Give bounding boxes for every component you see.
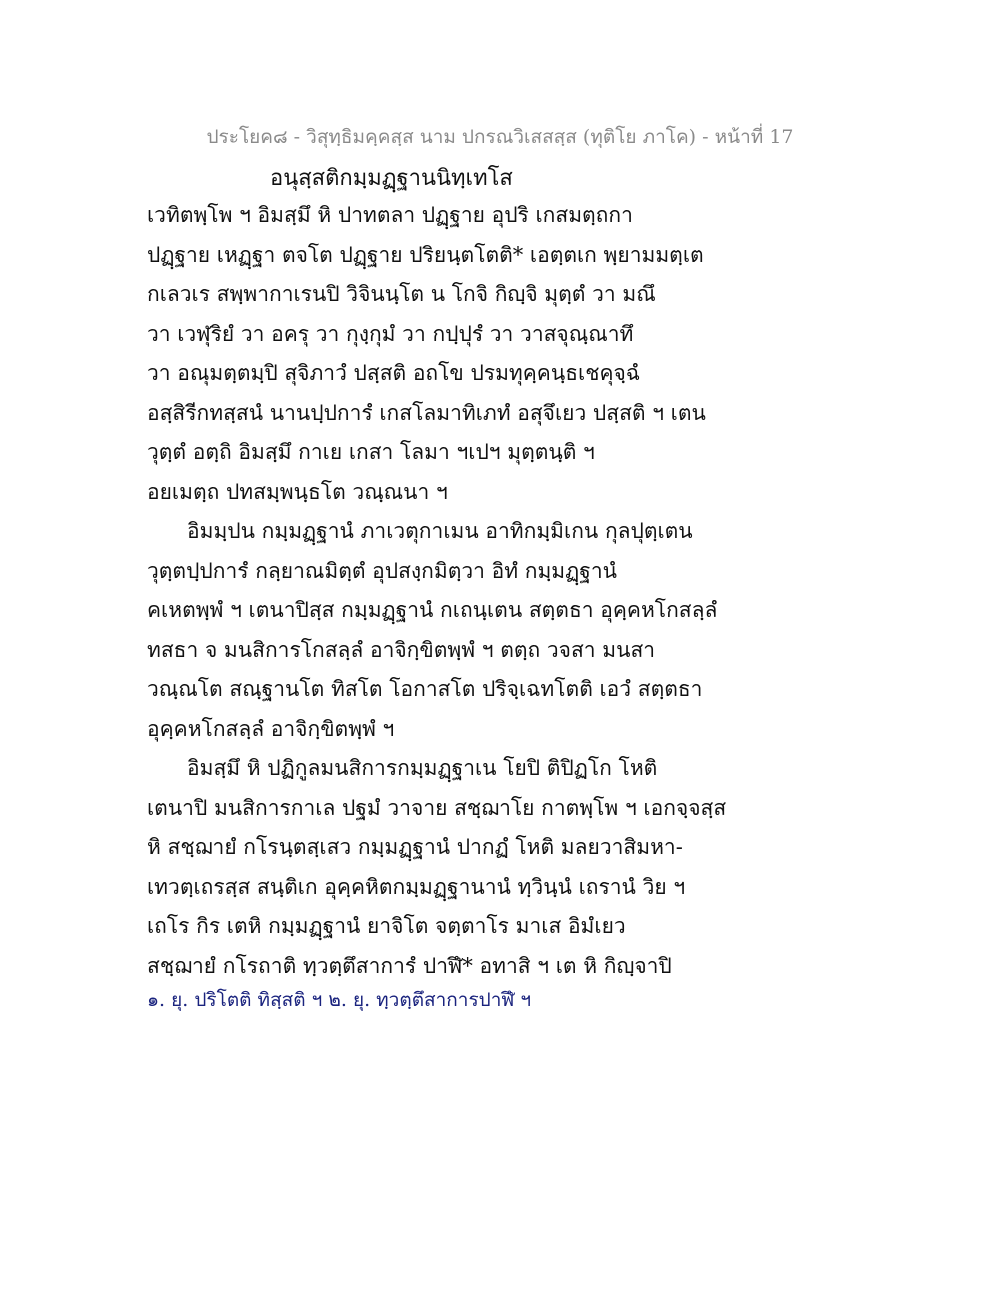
text-line: วา เวฬุริยํ วา อครุ วา กุงฺกุมํ วา กปฺปุรํ วา วาสจุณฺณาทึ	[147, 321, 634, 346]
text-line: สชฺฌายํ กโรถาติ ทฺวตฺตึสาการํ ปาฬึ* อทาสิ ฯ เต หิ กิญฺจาปิ	[147, 953, 672, 978]
text-line: เวทิตพฺโพ ฯ อิมสฺมึ หิ ปาทตลา ปฏฺฐาย อุปริ เกสมตฺถกา	[147, 203, 633, 227]
text-line: เทวตฺเถรสฺส สนฺติเก อุคฺคหิตกมฺมฏฺฐานานํ ทฺวินฺนํ เถรานํ วิย ฯ	[147, 874, 686, 899]
text-line: หิ สชฺฌายํ กโรนฺตสฺเสว กมฺมฏฺฐานํ ปากฏํ โหติ มลยวาสิมหา-	[147, 835, 683, 859]
text-line: ปฏฺฐาย เหฏฺฐา ตจโต ปฏฺฐาย ปริยนฺตโตติ* เอตฺตเก พฺยามมตฺเต	[147, 242, 704, 267]
footnote: ๑. ยุ. ปริโตติ ทิสฺสติ ฯ ๒. ยุ. ทฺวตฺตึสาการปาฬึ ฯ	[147, 989, 532, 1011]
text-line: อิมมฺปน กมฺมฏฺฐานํ ภาเวตุกาเมน อาทิกมฺมิเกน กุลปุตฺเตน	[187, 519, 693, 543]
text-line: กเลวเร สพฺพากาเรนปิ วิจินนฺโต น โกจิ กิญฺจิ มุตฺตํ วา มณึ	[147, 282, 656, 306]
text-line: วุตฺตปฺปการํ กลฺยาณมิตฺตํ อุปสงฺกมิตฺวา อิทํ กมฺมฏฺฐานํ	[147, 558, 617, 583]
text-line: เตนาปิ มนสิการกาเล ปฐมํ วาจาย สชฺฌาโย กาตพฺโพ ฯ เอกจฺจสฺส	[147, 795, 727, 820]
text-line: วา อณุมตฺตมฺปิ สุจิภาวํ ปสฺสติ อถโข ปรมทุคฺคนฺธเชคุจฺฉํ	[147, 361, 641, 385]
text-line: เถโร กิร เตหิ กมฺมฏฺฐานํ ยาจิโต จตฺตาโร มาเส อิมํเยว	[147, 914, 626, 938]
page-header: ประโยค๘ - วิสุทฺธิมคฺคสฺส นาม ปกรณวิเสสสฺส (ทุติโย ภาโค) - หน้าที่ 17	[206, 126, 794, 148]
text-line: อสฺสิรีกทสฺสนํ นานปฺปการํ เกสโลมาทิเภทํ อสุจึเยว ปสฺสติ ฯ เตน	[147, 400, 706, 425]
text-line: คเหตพฺพํ ฯ เตนาปิสฺส กมฺมฏฺฐานํ กเถนฺเตน สตฺตธา อุคฺคหโกสลฺลํ	[147, 598, 718, 622]
text-line: อยเมตฺถ ปทสมฺพนฺธโต วณฺณนา ฯ	[147, 479, 448, 504]
text-line: วณฺณโต สณฺฐานโต ทิสโต โอกาสโต ปริจฺเฉทโตติ เอวํ สตฺตธา	[147, 677, 703, 701]
body-text	[147, 196, 867, 986]
text-line: วุตฺตํ อตฺถิ อิมสฺมึ กาเย เกสา โลมา ฯเปฯ มุตฺตนฺติ ฯ	[147, 440, 595, 464]
text-line: อิมสฺมึ หิ ปฏิกูลมนสิการกมฺมฏฺฐาเน โยปิ ติปิฏโก โหติ	[187, 756, 658, 780]
text-line: อุคฺคหโกสลฺลํ อาจิกฺขิตพฺพํ ฯ	[147, 716, 395, 741]
text-line: ทสธา จ มนสิการโกสลฺลํ อาจิกฺขิตพฺพํ ฯ ตตฺถ วจสา มนสา	[147, 637, 656, 662]
section-title: อนุสฺสติกมฺมฏฺฐานนิทฺเทโส	[270, 166, 513, 191]
